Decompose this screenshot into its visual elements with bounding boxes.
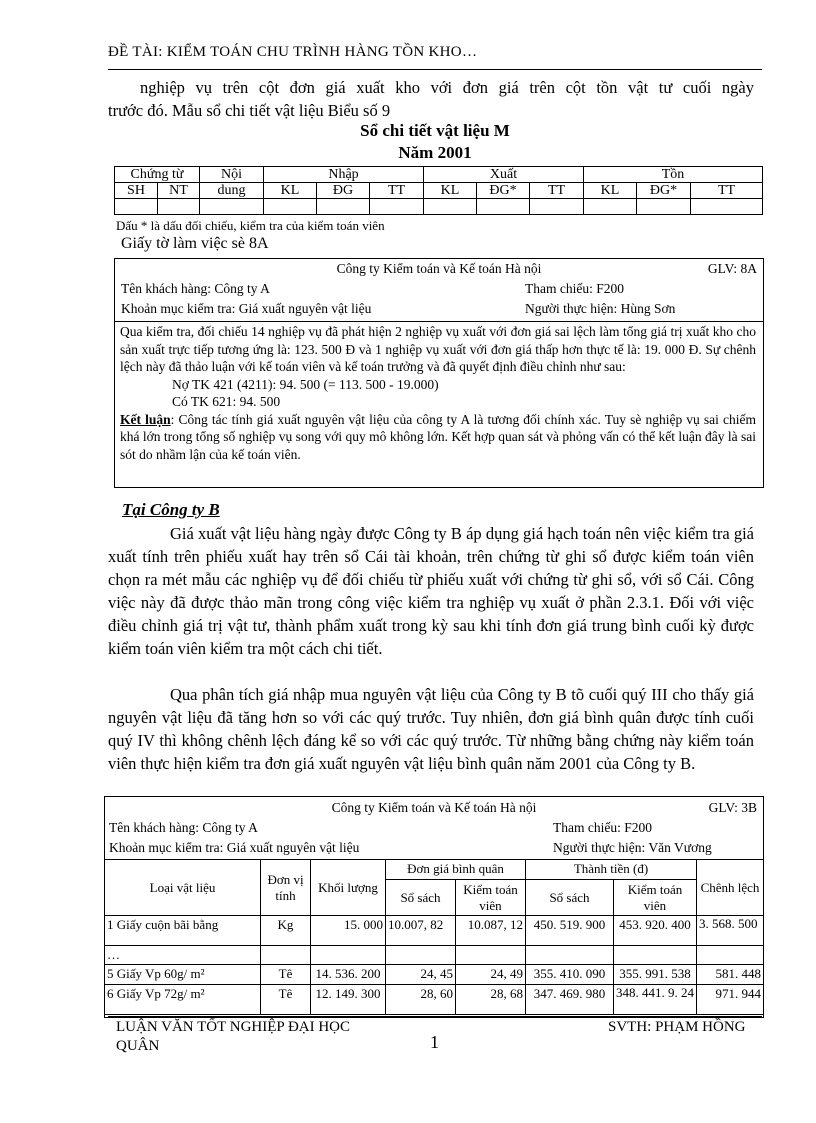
wp3b-h-avg-book: Sổ sách — [386, 880, 456, 916]
wp3b-table — [104, 859, 764, 1015]
footer-right: SVTH: PHẠM HỒNG — [608, 1019, 746, 1035]
ledger-col: ĐG* — [477, 183, 530, 199]
wp8a-ref: Tham chiếu: F200 — [525, 281, 624, 296]
cell-amount-audit: 355. 991. 538 — [614, 965, 697, 985]
ledger-cell — [115, 199, 158, 215]
cell-avg-audit — [456, 946, 526, 965]
cell-amount-book: 450. 519. 900 — [526, 916, 614, 946]
wp8a-header — [115, 259, 763, 322]
ledger-col: dung — [200, 183, 264, 199]
cell-avg-book: 10.007, 82 — [386, 916, 456, 946]
wp8a-body — [120, 323, 756, 463]
footer-left-line-2: QUÂN — [116, 1038, 160, 1054]
cell-type: 6 Giấy Vp 72g/ m² — [105, 985, 261, 1015]
page-number: 1 — [430, 1032, 439, 1052]
wp3b-h-avg: Đơn giá bình quân — [386, 860, 526, 880]
wp3b-glv: GLV: 3B — [708, 800, 757, 815]
wp8a-company: Công ty Kiểm toán và Kế toán Hà nội — [336, 261, 542, 276]
footer-rule — [108, 1016, 762, 1017]
section-b-paragraph-1: Giá xuất vật liệu hàng ngày được Công ty B áp dụng giá hạch toán nên việc kiểm tra giá xuất tính trên phiếu xuất hay trên sổ Cái tài khoản, trên chứng từ ghi sổ được kiểm toán viên chọn ra mét mẫu các nghiệp vụ để đối chiếu từ phiếu xuất với chứng từ ghi sổ, với sổ Cái. Công việc này đã được thảo mãn trong công việc kiểm tra nghiệp vụ xuất ở phần 2.3.1. Đối với việc điều chỉnh giá trị vật tư, thành phẩm xuất trong kỳ sau khi tính đơn giá trung bình cuối kỳ được kiểm toán viên kiểm tra một cách chi tiết. — [108, 524, 754, 658]
cell-diff: 3. 568. 500 — [697, 916, 764, 946]
wp3b-performer: Người thực hiện: Văn Vương — [553, 840, 712, 855]
ledger-cell — [264, 199, 317, 215]
ledger-col: NT — [158, 183, 200, 199]
cell-amount-book: 347. 469. 980 — [526, 985, 614, 1015]
cell-diff: 581. 448 — [697, 965, 764, 985]
wp8a-performer: Người thực hiện: Hùng Sơn — [525, 301, 676, 316]
section-b-heading: Tại Công ty B — [122, 500, 220, 519]
table-row — [105, 916, 764, 946]
ledger-group-voucher: Chứng từ — [115, 167, 200, 183]
ledger-year: Năm 2001 — [398, 143, 472, 162]
cell-amount-audit — [614, 946, 697, 965]
ledger-col: TT — [530, 183, 584, 199]
wp8a-box — [114, 258, 764, 488]
section-b-paragraph-2: Qua phân tích giá nhập mua nguyên vật liệu của Công ty B tõ cuối quý III cho thấy giá nguyên vật liệu đã tăng hơn so với các quý trước. Tuy nhiên, đơn giá bình quân được tính cuối quý IV thì không chênh lệch đáng kể so với các quý trước. Từ những bằng chứng này kiểm toán viên thực hiện kiểm tra đơn giá xuất nguyên vật liệu bình quân năm 2001 của Công ty B. — [108, 685, 754, 773]
wp8a-conclusion-text: : Công tác tính giá xuất nguyên vật liệu của công ty A là tương đối chính xác. Tuy sè nghiệp vụ sai chiếm khá lớn trong tổng số nghiệp vụ song với quy mô không lớn. Kết hợp quan sát và phỏng vấn có thể kết luận đây là sai sót do nhầm lận của kế toán viên. — [120, 411, 756, 462]
header-rule — [108, 69, 762, 70]
ledger-col: ĐG — [317, 183, 370, 199]
cell-unit: Tê — [261, 965, 311, 985]
ledger-cell — [691, 199, 763, 215]
ledger-group-export: Xuất — [424, 167, 584, 183]
wp8a-body-text: Qua kiểm tra, đối chiếu 14 nghiệp vụ đã phát hiện 2 nghiệp vụ xuất với đơn giá sai lệch làm tổng giá trị xuất kho cho sản xuất trực tiếp tương ứng là: 123. 500 Đ và 1 nghiệp vụ xuất với đơn giá thấp hơn thực tế là: 19. 000 Đ. Sự chênh lệch này đã thảo luận với kế toán viên và kế toán trưởng và đã quyết định điều chỉnh như sau: — [120, 324, 756, 374]
cell-amount-book: 355. 410. 090 — [526, 965, 614, 985]
wp3b-h-type: Loại vật liệu — [105, 860, 261, 916]
table-row — [105, 985, 764, 1015]
wp3b-ref: Tham chiếu: F200 — [553, 820, 652, 835]
cell-qty: 15. 000 — [311, 916, 386, 946]
ledger-title: Sổ chi tiết vật liệu M — [360, 121, 510, 140]
ledger-cell — [530, 199, 584, 215]
table-row — [105, 965, 764, 985]
wp8a-entry-debit: Nợ TK 421 (4211): 94. 500 (= 113. 500 - 19.000) — [172, 376, 439, 392]
cell-diff: 971. 944 — [697, 985, 764, 1015]
wp3b-box — [104, 796, 764, 1018]
table-row — [105, 946, 764, 965]
wp3b-item: Khoản mục kiểm tra: Giá xuất nguyên vật liệu — [109, 840, 360, 855]
wp3b-h-qty: Khối lượng — [311, 860, 386, 916]
cell-avg-book: 28, 60 — [386, 985, 456, 1015]
ledger-group-content: Nội — [200, 167, 264, 183]
intro-line-1: nghiệp vụ trên cột đơn giá xuất kho với đơn giá trên cột tồn vật tư cuối ngày — [140, 78, 754, 97]
ledger-col: SH — [115, 183, 158, 199]
ledger-cell — [477, 199, 530, 215]
cell-unit — [261, 946, 311, 965]
ledger-cell — [158, 199, 200, 215]
wp8a-client: Tên khách hàng: Công ty A — [121, 281, 270, 296]
intro-line-2: trước đó. Mẫu sổ chi tiết vật liệu Biểu số 9 — [108, 101, 391, 120]
ledger-group-stock: Tồn — [584, 167, 763, 183]
cell-type: 5 Giấy Vp 60g/ m² — [105, 965, 261, 985]
ledger-col: TT — [370, 183, 424, 199]
wp8a-conclusion — [120, 411, 756, 464]
cell-amount-audit: 348. 441. 9. 24 — [614, 985, 697, 1015]
ledger-col: KL — [424, 183, 477, 199]
cell-amount-audit: 453. 920. 400 — [614, 916, 697, 946]
wp8a-item: Khoản mục kiểm tra: Giá xuất nguyên vật liệu — [121, 301, 372, 316]
wp3b-h-diff: Chênh lệch — [697, 860, 764, 916]
ledger-cell — [200, 199, 264, 215]
ledger-cell — [424, 199, 477, 215]
cell-type: 1 Giấy cuộn bãi bằng — [105, 916, 261, 946]
cell-type: … — [105, 946, 261, 965]
wp8a-glv: GLV: 8A — [707, 261, 757, 276]
cell-diff — [697, 946, 764, 965]
cell-amount-book — [526, 946, 614, 965]
footer-left-line-1: LUẬN VĂN TỐT NGHIỆP ĐẠI HỌC — [116, 1019, 351, 1035]
ledger-table — [114, 166, 763, 215]
wp8a-entry-credit: Có TK 621: 94. 500 — [172, 394, 281, 409]
ledger-col: KL — [584, 183, 637, 199]
cell-unit: Tê — [261, 985, 311, 1015]
wp3b-h-amount: Thành tiền (đ) — [526, 860, 697, 880]
wp8a-conclusion-label: Kết luận — [120, 411, 171, 427]
cell-qty: 14. 536. 200 — [311, 965, 386, 985]
cell-avg-audit: 28, 68 — [456, 985, 526, 1015]
ledger-cell — [637, 199, 691, 215]
ledger-note: Dấu * là dấu đối chiếu, kiểm tra của kiểm toán viên — [116, 218, 385, 233]
cell-qty — [311, 946, 386, 965]
cell-qty: 12. 149. 300 — [311, 985, 386, 1015]
page-header: ĐỀ TÀI: KIỂM TOÁN CHU TRÌNH HÀNG TỒN KHO… — [108, 44, 478, 60]
ledger-cell — [317, 199, 370, 215]
wp3b-h-unit: Đơn vị tính — [261, 860, 311, 916]
cell-avg-audit: 24, 49 — [456, 965, 526, 985]
cell-unit: Kg — [261, 916, 311, 946]
ledger-col: ĐG* — [637, 183, 691, 199]
wp3b-company: Công ty Kiểm toán và Kế toán Hà nội — [331, 800, 537, 815]
ledger-group-import: Nhập — [264, 167, 424, 183]
wp3b-client: Tên khách hàng: Công ty A — [109, 820, 258, 835]
wp3b-h-amount-book: Sổ sách — [526, 880, 614, 916]
ledger-col: KL — [264, 183, 317, 199]
wp3b-h-amount-audit: Kiểm toán viên — [614, 880, 697, 916]
wp8a-heading: Giấy tờ làm việc sè 8A — [121, 235, 269, 252]
cell-avg-audit: 10.087, 12 — [456, 916, 526, 946]
wp3b-h-avg-audit: Kiểm toán viên — [456, 880, 526, 916]
cell-avg-book: 24, 45 — [386, 965, 456, 985]
ledger-cell — [370, 199, 424, 215]
ledger-cell — [584, 199, 637, 215]
ledger-col: TT — [691, 183, 763, 199]
cell-avg-book — [386, 946, 456, 965]
